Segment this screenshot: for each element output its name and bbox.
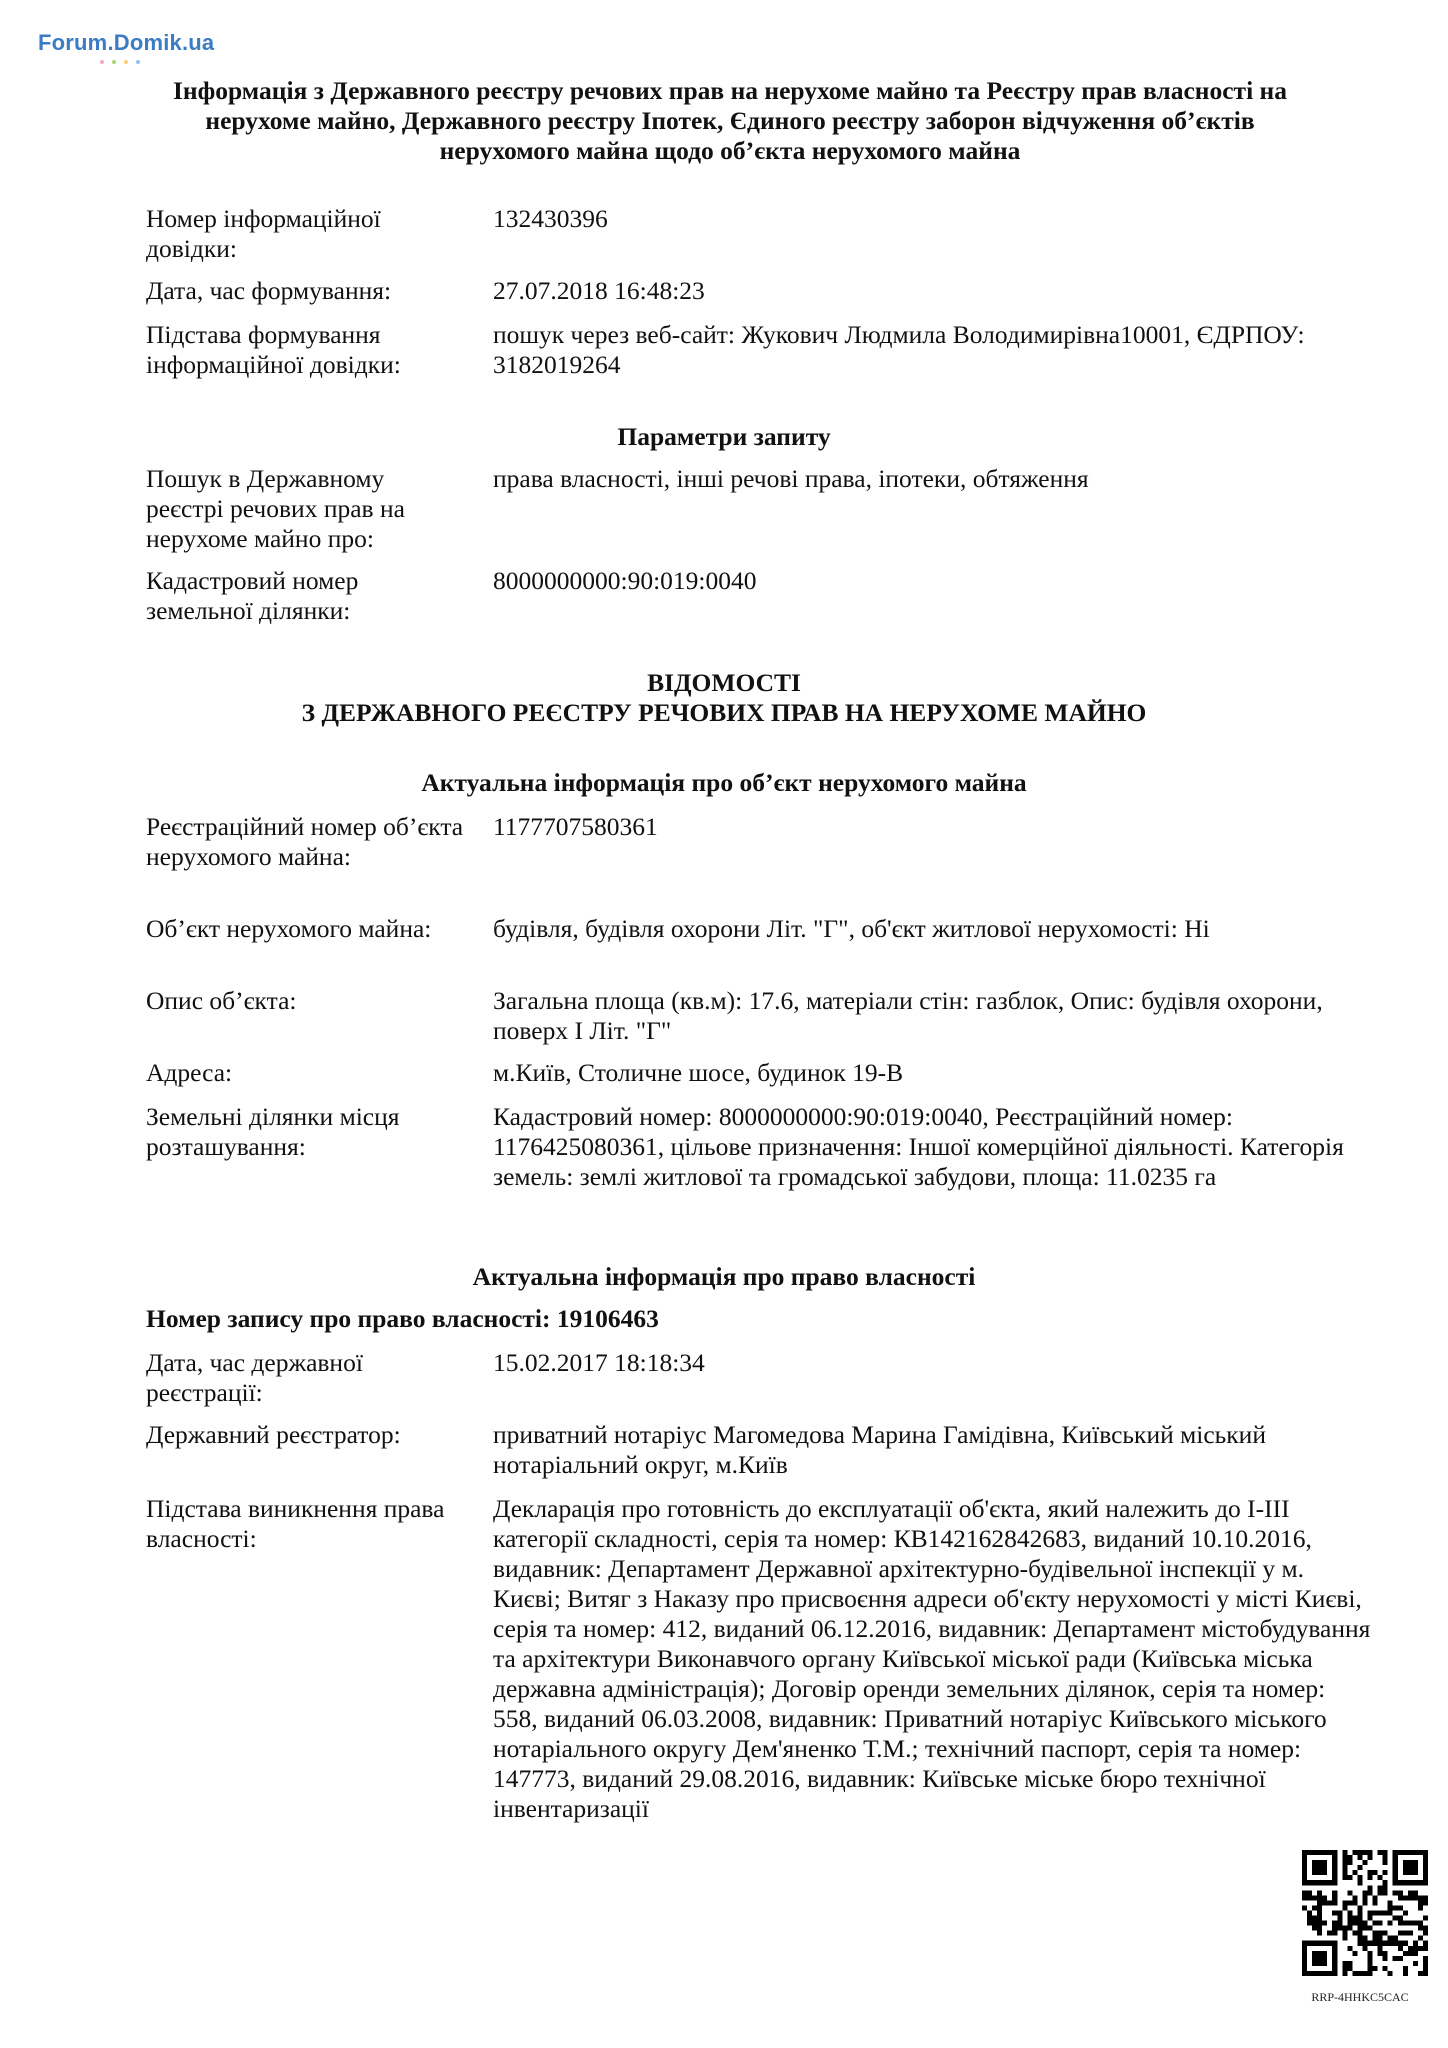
ownership-date-value: 15.02.2017 18:18:34 — [493, 1348, 705, 1377]
info-number-label: Номер інформаційної довідки: — [146, 204, 381, 263]
info-datetime-value: 27.07.2018 16:48:23 — [493, 276, 705, 305]
object-type-label: Об’єкт нерухомого майна: — [146, 914, 432, 943]
watermark-dots — [100, 60, 140, 64]
object-land-value: Кадастровий номер: 8000000000:90:019:0040, Реєстраційний номер: 1176425080361, цільове призначення: Іншої комерційної діяльності. Категорія земель: землі житлової та громадської забудови, площа: 11.0235 га — [493, 1102, 1344, 1191]
object-heading: Актуальна інформація про об’єкт нерухомого майна — [421, 768, 1027, 797]
watermark-dot — [112, 60, 116, 64]
info-number-value: 132430396 — [493, 204, 608, 233]
info-basis-label: Підстава формування інформаційної довідки: — [146, 320, 401, 379]
object-reg-value: 1177707580361 — [493, 812, 658, 841]
ownership-date-label: Дата, час державної реєстрації: — [146, 1348, 363, 1407]
params-search-value: права власності, інші речові права, іпотеки, обтяження — [493, 464, 1089, 493]
object-desc-value: Загальна площа (кв.м): 17.6, матеріали стін: газблок, Опис: будівля охорони, поверх І Літ. "Г" — [493, 986, 1323, 1045]
info-basis-value: пошук через веб-сайт: Жукович Людмила Володимирівна10001, ЄДРПОУ: 3182019264 — [493, 320, 1305, 379]
object-address-value: м.Київ, Столичне шосе, будинок 19-В — [493, 1058, 904, 1087]
ownership-heading: Актуальна інформація про право власності — [472, 1262, 976, 1291]
ownership-registrar-label: Державний реєстратор: — [146, 1420, 401, 1449]
ownership-basis-value: Декларація про готовність до експлуатації об'єкта, який належить до І-ІІІ категорії складності, серія та номер: КВ142162842683, виданий 10.10.2016, видавник: Департамент Державної архітектурно-будівельної інспекції у м. Києві; Витяг з Наказу про присвоєння адреси об'єкту нерухомості у місті Києві, серія та номер: 412, виданий 06.12.2016, видавник: Департамент містобудування та архітектури Виконавчого органу Київської міської ради (Київська міська державна адміністрація); Договір оренди земельних ділянок, серія та номер: 558, виданий 06.03.2008, видавник: Приватний нотаріус Київського міського нотаріального округу Дем'яненко Т.М.; технічний паспорт, серія та номер: 147773, виданий 29.08.2016, видавник: Київське міське бюро технічної інвентаризації — [493, 1494, 1371, 1823]
watermark-logo: Forum.Domik.ua — [38, 30, 215, 55]
ownership-record-number: Номер запису про право власності: 19106463 — [146, 1304, 659, 1333]
object-type-value: будівля, будівля охорони Літ. "Г", об'єкт житлової нерухомості: Ні — [493, 914, 1210, 943]
document-code: RRP-4HHKC5CAC — [1311, 1990, 1409, 2004]
watermark-dot — [136, 60, 140, 64]
params-cadastral-value: 8000000000:90:019:0040 — [493, 566, 757, 595]
watermark-dot — [100, 60, 104, 64]
object-address-label: Адреса: — [146, 1058, 233, 1087]
register-heading-line2: З ДЕРЖАВНОГО РЕЄСТРУ РЕЧОВИХ ПРАВ НА НЕРУХОМЕ МАЙНО — [301, 698, 1147, 727]
watermark-dot — [124, 60, 128, 64]
object-reg-label: Реєстраційний номер об’єкта нерухомого майна: — [146, 812, 464, 871]
params-heading: Параметри запиту — [617, 422, 831, 451]
register-heading-line1: ВІДОМОСТІ — [647, 668, 801, 697]
object-desc-label: Опис об’єкта: — [146, 986, 297, 1015]
ownership-basis-label: Підстава виникнення права власності: — [146, 1494, 445, 1553]
info-datetime-label: Дата, час формування: — [146, 276, 392, 305]
params-search-label: Пошук в Державному реєстрі речових прав на нерухоме майно про: — [146, 464, 405, 553]
document-title: Інформація з Державного реєстру речових прав на нерухоме майно та Реєстру прав власності на нерухоме майно, Державного реєстру Іпотек, Єдиного реєстру заборон відчуження об’єктів нерухомого майна щодо об’єкта нерухомого майна — [173, 76, 1287, 165]
qr-code-icon — [1302, 1850, 1428, 1976]
ownership-registrar-value: приватний нотаріус Магомедова Марина Гамідівна, Київський міський нотаріальний округ, м.Київ — [493, 1420, 1266, 1479]
object-land-label: Земельні ділянки місця розташування: — [146, 1102, 400, 1161]
params-cadastral-label: Кадастровий номер земельної ділянки: — [146, 566, 359, 625]
